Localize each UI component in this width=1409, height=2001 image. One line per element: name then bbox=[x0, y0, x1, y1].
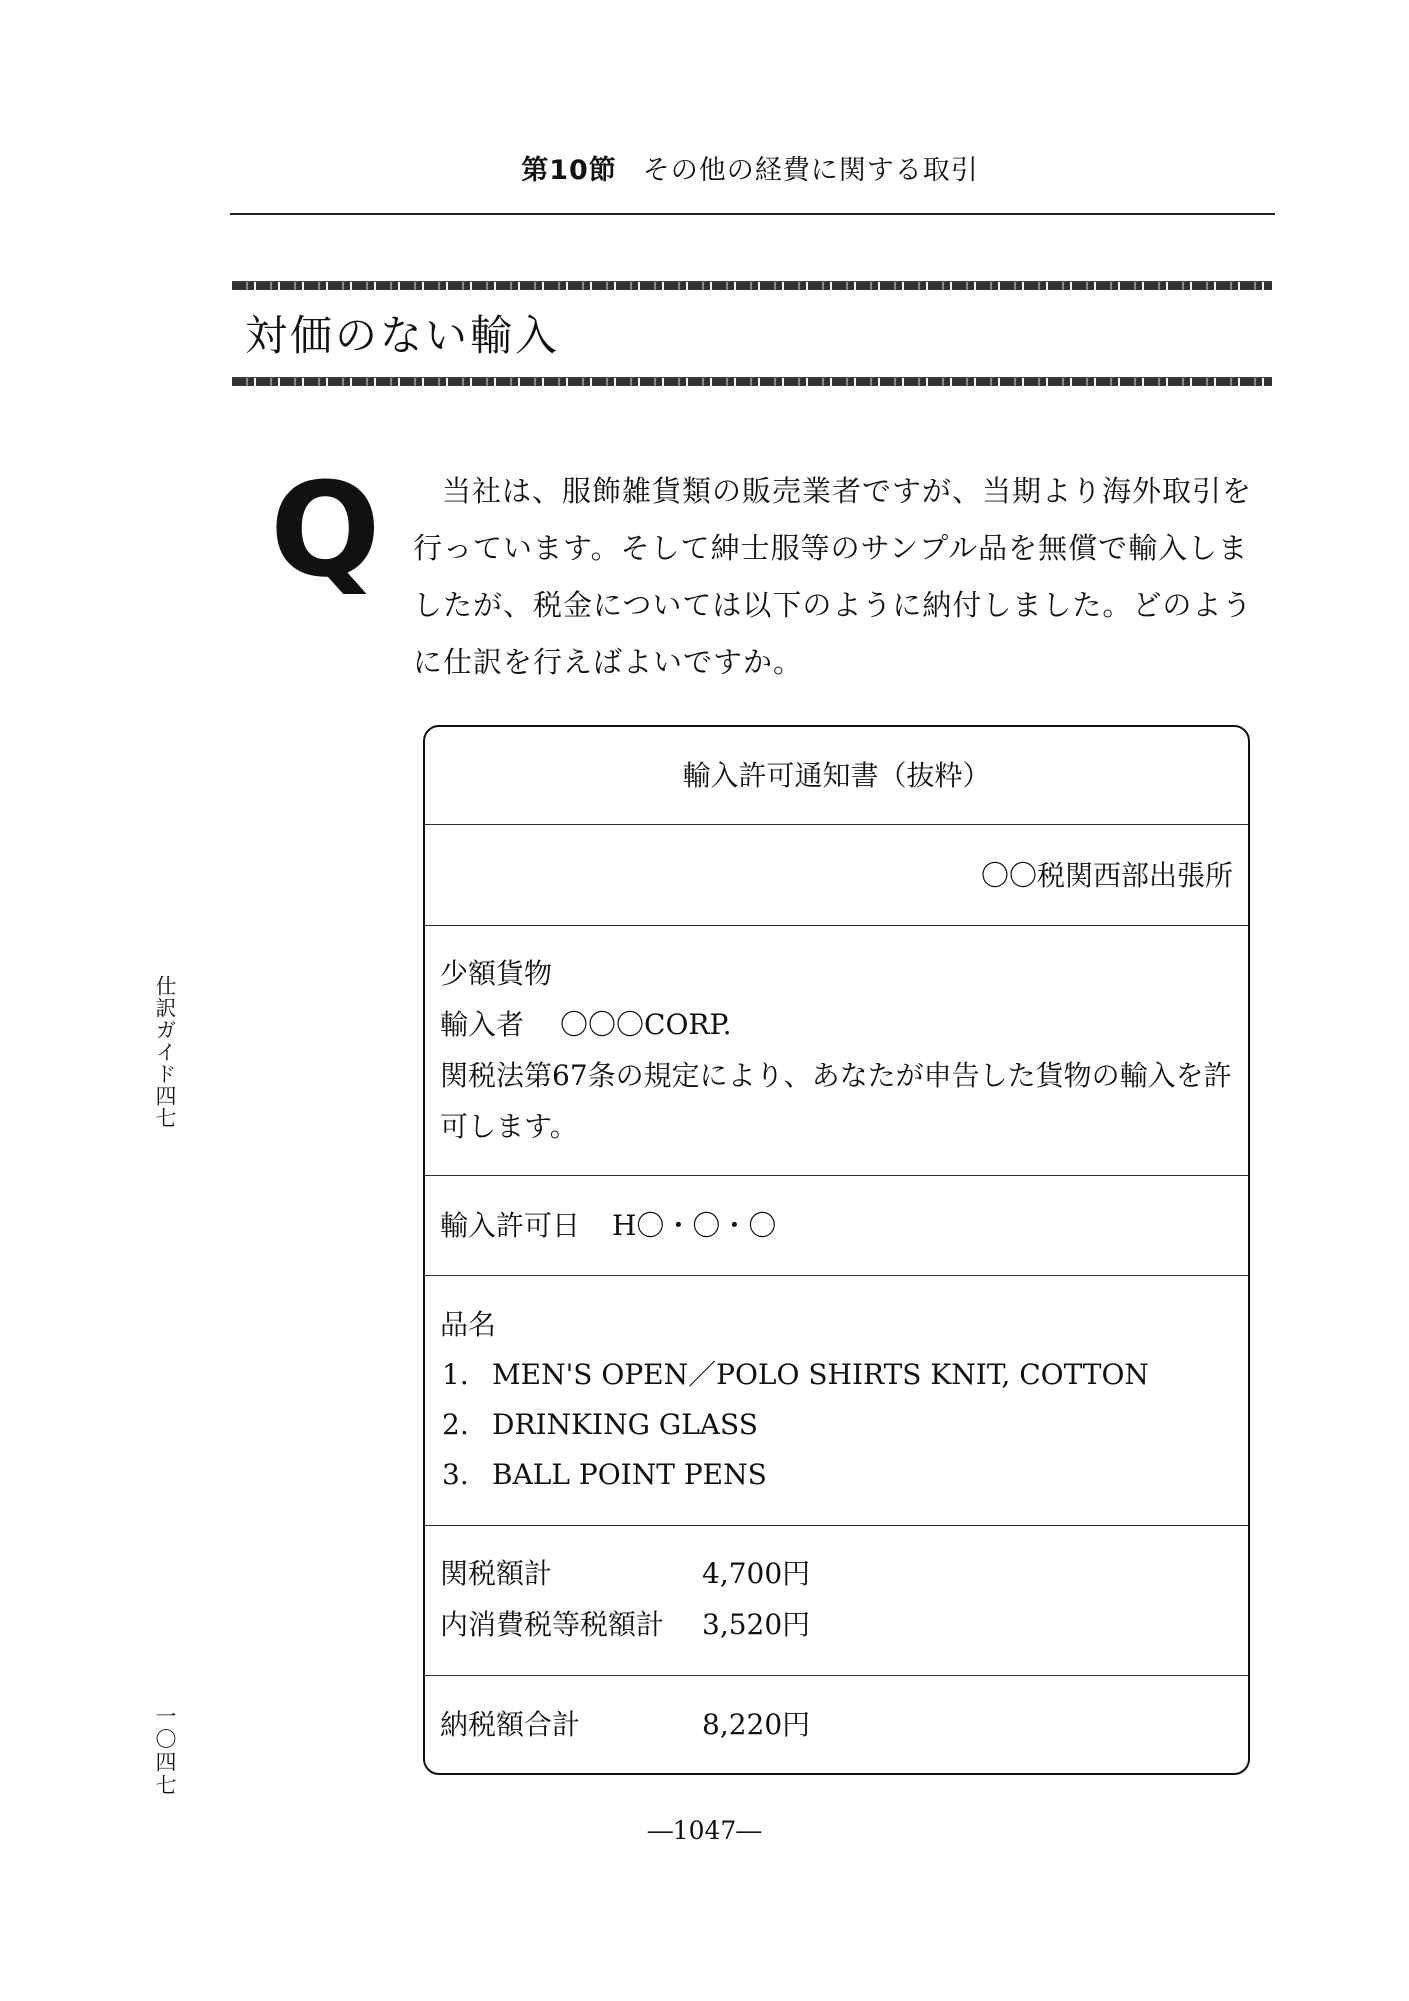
item-number: 3. bbox=[442, 1458, 469, 1491]
question-text: 当社は、服飾雑貨類の販売業者ですが、当期より海外取引を行っています。そして紳士服等のサンプル品を無償で輸入しましたが、税金については以下のように納付しました。どのように仕訳を行えばよいですか。 bbox=[413, 474, 1253, 679]
importer-name: 〇〇〇CORP. bbox=[560, 1008, 732, 1041]
page-title: 対価のない輸入 bbox=[245, 311, 561, 360]
notice-title: 輸入許可通知書（抜粋） bbox=[425, 727, 1248, 825]
importer-label: 輸入者 bbox=[440, 1008, 525, 1041]
list-item bbox=[440, 1400, 1233, 1450]
import-permit-notice bbox=[423, 725, 1250, 1775]
header-rule bbox=[230, 213, 1275, 215]
total-amount: 8,220円 bbox=[702, 1708, 811, 1741]
item-name: MEN'S OPEN／POLO SHIRTS KNIT, COTTON bbox=[492, 1358, 1149, 1391]
items-row bbox=[425, 1276, 1248, 1526]
item-number: 2. bbox=[442, 1408, 469, 1441]
importer-line bbox=[440, 999, 1233, 1050]
section-number: 第10節 bbox=[521, 155, 617, 186]
tax-line bbox=[440, 1548, 1233, 1599]
side-page-number: 一〇四七 bbox=[153, 1705, 177, 1797]
notice-info bbox=[425, 926, 1248, 1176]
tax-line bbox=[440, 1599, 1233, 1650]
items-label: 品名 bbox=[440, 1308, 497, 1341]
running-header bbox=[230, 148, 1270, 187]
section-title: その他の経費に関する取引 bbox=[642, 155, 979, 186]
title-border-bottom bbox=[232, 377, 1272, 386]
cargo-category: 少額貨物 bbox=[440, 957, 553, 990]
item-name: DRINKING GLASS bbox=[492, 1408, 758, 1441]
list-item bbox=[440, 1450, 1233, 1500]
tax-label: 内消費税等税額計 bbox=[440, 1608, 665, 1641]
permit-date-value: H〇・〇・〇 bbox=[612, 1209, 777, 1242]
permission-text: 関税法第67条の規定により、あなたが申告した貨物の輸入を許可します。 bbox=[440, 1059, 1232, 1143]
tax-amount: 3,520円 bbox=[702, 1608, 811, 1641]
item-name: BALL POINT PENS bbox=[492, 1458, 767, 1491]
side-note: 仕訳ガイド四七 bbox=[153, 975, 177, 1129]
page-number: ―1047― bbox=[647, 1816, 762, 1845]
tax-amount: 4,700円 bbox=[702, 1557, 811, 1590]
tax-row bbox=[425, 1526, 1248, 1676]
total-row bbox=[425, 1676, 1248, 1773]
item-number: 1. bbox=[442, 1358, 469, 1391]
title-border-top bbox=[232, 281, 1272, 290]
permit-date-row bbox=[425, 1176, 1248, 1276]
customs-office: 〇〇税関西部出張所 bbox=[425, 825, 1248, 926]
permit-date-label: 輸入許可日 bbox=[440, 1209, 581, 1242]
list-item bbox=[440, 1350, 1233, 1400]
total-label: 納税額合計 bbox=[440, 1708, 581, 1741]
question-mark: Q bbox=[270, 454, 381, 606]
tax-label: 関税額計 bbox=[440, 1557, 553, 1590]
